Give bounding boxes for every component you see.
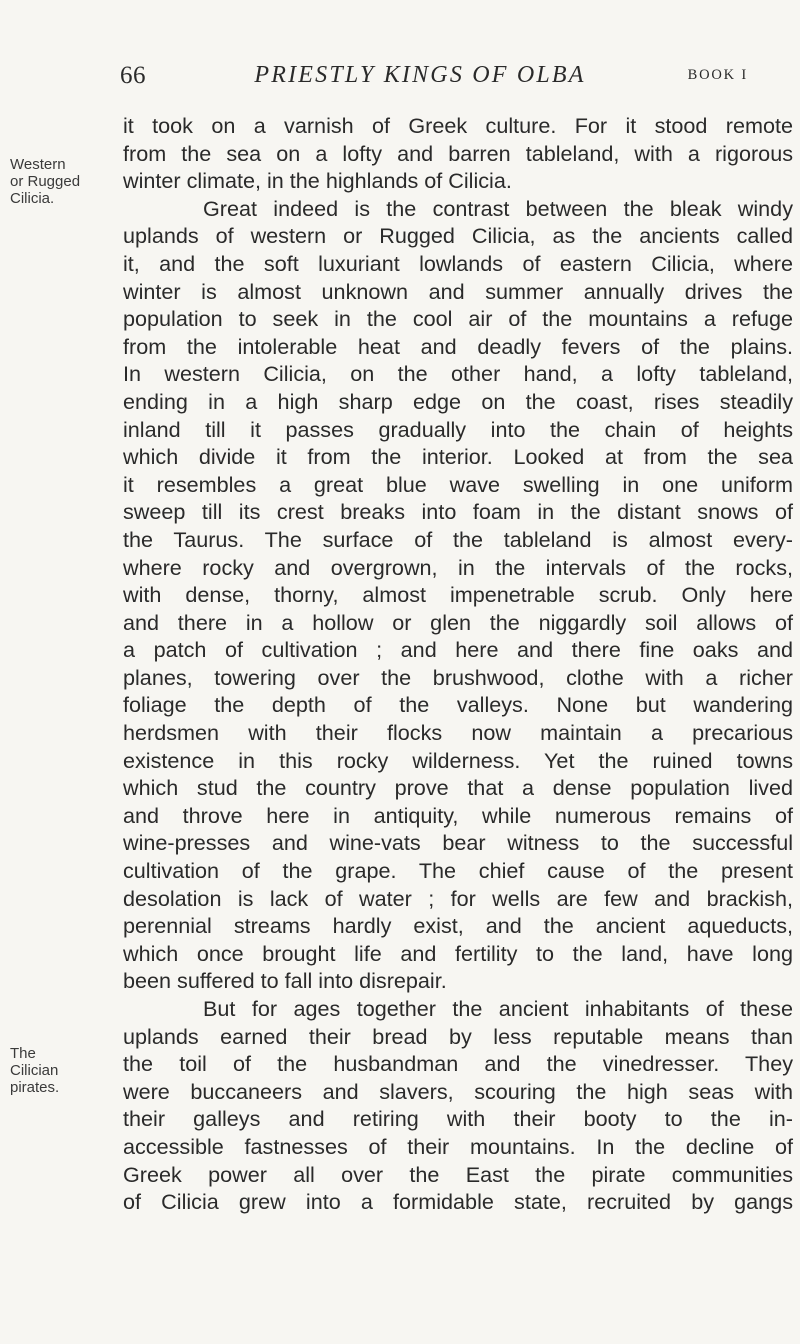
text-line: it took on a varnish of Greek culture. For it stood remote	[123, 113, 793, 138]
text-line: which stud the country prove that a dense population lived	[123, 775, 793, 801]
text-line: it, and the soft luxuriant lowlands of eastern Cilicia, where	[123, 250, 793, 276]
text-line: existence in this rocky wilderness. Yet the ruined towns	[123, 747, 793, 773]
text-line: accessible fastnesses of their mountains. In the decline of	[123, 1133, 793, 1159]
text-line: and throve here in antiquity, while numerous remains of	[123, 802, 793, 828]
margin-note-line: Cilicia.	[10, 190, 55, 207]
text-line: with dense, thorny, almost impenetrable scrub. Only here	[123, 582, 793, 608]
text-line: population to seek in the cool air of the mountains a refuge	[123, 306, 793, 332]
text-line: But for ages together the ancient inhabitants of these	[203, 996, 793, 1021]
text-line: from the intolerable heat and deadly fevers of the plains.	[123, 333, 793, 359]
text-line: been suffered to fall into disrepair.	[123, 968, 447, 994]
text-line: herdsmen with their flocks now maintain a precarious	[123, 720, 793, 746]
text-line: the Taurus. The surface of the tableland is almost every-	[123, 526, 793, 552]
text-line: Greek power all over the East the pirate communities	[123, 1161, 793, 1187]
text-line: uplands of western or Rugged Cilicia, as the ancients called	[123, 223, 793, 249]
margin-note-line: Western	[10, 156, 66, 173]
text-line: which once brought life and fertility to the land, have long	[123, 940, 793, 966]
margin-note-line: pirates.	[10, 1079, 60, 1096]
text-line: and there in a hollow or glen the niggardly soil allows of	[123, 609, 793, 635]
text-line: of Cilicia grew into a formidable state, recruited by gangs	[123, 1189, 793, 1215]
text-line: it resembles a great blue wave swelling in one uniform	[123, 471, 793, 497]
book-label: BOOK I	[687, 67, 748, 83]
text-line: perennial streams hardly exist, and the ancient aqueducts,	[123, 913, 793, 939]
text-line: a patch of cultivation ; and here and there fine oaks and	[123, 637, 793, 663]
margin-note-western-cilicia	[10, 156, 102, 207]
body-text	[123, 112, 793, 1216]
text-line: sweep till its crest breaks into foam in the distant snows of	[123, 499, 793, 525]
text-line: winter climate, in the highlands of Cilicia.	[123, 168, 512, 194]
text-line: the toil of the husbandman and the vinedresser. They	[123, 1051, 793, 1077]
text-line: foliage the depth of the valleys. None but wandering	[123, 692, 793, 718]
text-line: where rocky and overgrown, in the intervals of the rocks,	[123, 554, 793, 580]
text-line: inland till it passes gradually into the chain of heights	[123, 416, 793, 442]
page-number: 66	[120, 62, 146, 89]
text-line: planes, towering over the brushwood, clothe with a richer	[123, 664, 793, 690]
text-line: Great indeed is the contrast between the bleak windy	[203, 195, 793, 221]
running-title: PRIESTLY KINGS OF OLBA	[254, 62, 586, 88]
text-line: cultivation of the grape. The chief cause of the present	[123, 858, 793, 884]
text-line: In western Cilicia, on the other hand, a lofty tableland,	[123, 361, 793, 387]
text-line: their galleys and retiring with their booty to the in-	[123, 1106, 793, 1132]
text-line: winter is almost unknown and summer annually drives the	[123, 278, 793, 304]
margin-note-line: or Rugged	[10, 173, 81, 190]
margin-note-line: Cilician	[10, 1062, 59, 1079]
margin-note-line: The	[10, 1045, 36, 1062]
text-line: ending in a high sharp edge on the coast, rises steadily	[123, 388, 793, 414]
text-line: from the sea on a lofty and barren tableland, with a rigorous	[123, 140, 793, 166]
text-line: were buccaneers and slavers, scouring the high seas with	[123, 1078, 793, 1104]
text-line: wine-presses and wine-vats bear witness to the successful	[123, 830, 793, 856]
text-line: uplands earned their bread by less reputable means than	[123, 1023, 793, 1049]
margin-note-cilician-pirates	[10, 1045, 102, 1096]
text-line: desolation is lack of water ; for wells are few and brackish,	[123, 885, 793, 911]
text-line: which divide it from the interior. Looked at from the sea	[123, 444, 793, 470]
